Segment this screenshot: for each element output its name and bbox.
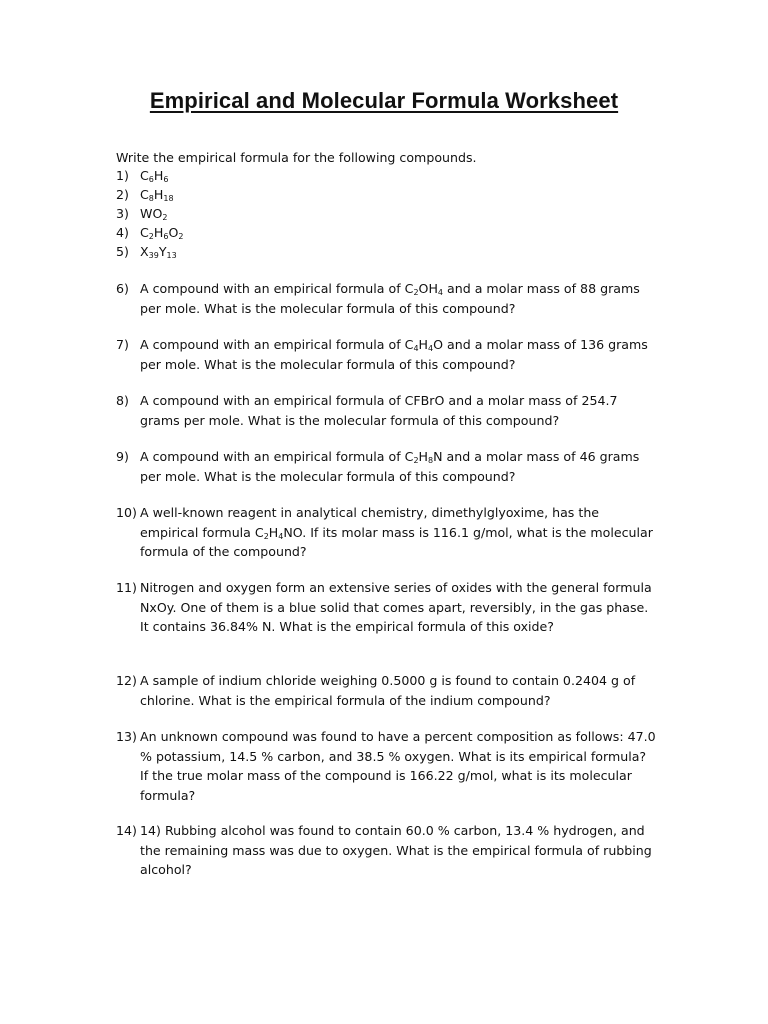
question-9-element-1: H — [418, 449, 429, 464]
formula-4-subscript-0: 2 — [148, 232, 154, 241]
question-text-start: Nitrogen and oxygen form an extensive series of oxides with the general formula NxOy. One of them is a blue solid that comes apart, reversibly, in the gas phase. It contains 36.84% N. What is the empirical formula of this oxide? — [140, 580, 652, 634]
formula-4-subscript-1: 6 — [163, 232, 169, 241]
formula-item — [116, 166, 676, 185]
question-number: 12) — [116, 673, 137, 688]
question-7-subscript-0: 4 — [413, 344, 419, 353]
question-9-element-0: C — [404, 449, 414, 464]
question-text — [140, 279, 656, 318]
question-text-end: and a molar mass of 46 grams per mole. What is the molecular formula of this compound? — [140, 449, 640, 484]
question-number: 11) — [116, 580, 137, 595]
question-7-element-2: O — [433, 337, 444, 352]
question-10-element-1: H — [268, 524, 279, 540]
formula-2-subscript-0: 8 — [148, 194, 154, 203]
question-6-element-0: C — [404, 281, 414, 296]
formula-item — [116, 223, 676, 242]
question-number: 9) — [116, 449, 129, 464]
question-10-element-0: C — [254, 524, 264, 540]
question-item — [116, 671, 656, 710]
question-item — [116, 727, 656, 805]
formula-4-subscript-2: 2 — [178, 232, 184, 241]
question-number: 7) — [116, 337, 129, 352]
formula-1-subscript-0: 6 — [148, 175, 154, 184]
question-number: 10) — [116, 505, 137, 520]
question-item — [116, 578, 656, 637]
question-7-element-1: H — [418, 337, 429, 352]
formula-3-subscript-0: 2 — [162, 213, 168, 222]
formula-5-subscript-1: 13 — [166, 251, 177, 260]
formula-2-element-0: C — [140, 187, 149, 202]
question-item — [116, 821, 656, 880]
question-7-subscript-1: 4 — [428, 344, 434, 353]
formula-item — [116, 242, 676, 261]
question-number: 6) — [116, 281, 129, 296]
question-number: 8) — [116, 393, 129, 408]
formula-item-number: 4) — [116, 225, 129, 240]
question-formula — [405, 281, 443, 296]
question-text — [140, 447, 656, 486]
formula-5-element-0: X — [140, 244, 149, 259]
formula-2-subscript-1: 18 — [163, 194, 174, 203]
question-6-subscript-1: 4 — [437, 288, 444, 297]
formula-4-element-2: O — [168, 225, 179, 240]
formula-item-formula — [140, 166, 168, 185]
question-item — [116, 279, 656, 318]
question-9-subscript-0: 2 — [413, 456, 419, 465]
formula-item-formula — [140, 185, 174, 204]
formula-3-element-0: WO — [140, 206, 163, 221]
question-item — [116, 503, 656, 562]
formula-1-element-1: H — [153, 168, 164, 183]
question-text-start: A compound with an empirical formula of — [140, 337, 405, 352]
question-6-subscript-0: 2 — [413, 288, 419, 297]
question-text — [140, 821, 656, 880]
question-10-subscript-0: 2 — [263, 531, 269, 541]
question-text-end: . If its molar mass is 116.1 g/mol, what is the molecular formula of the compound? — [140, 524, 653, 559]
formula-1-subscript-1: 6 — [163, 175, 169, 184]
question-text-start: An unknown compound was found to have a percent composition as follows: 47.0 % potassium, 14.5 % carbon, and 38.5 % oxygen. What is its empirical formula? If the true molar mass of the compound is 166.22 g/mol, what is its molecular formula? — [140, 729, 656, 803]
question-10-element-2: NO — [283, 524, 303, 540]
question-text — [140, 727, 656, 805]
question-text-start: A compound with an empirical formula of — [140, 449, 405, 464]
question-text-start: A compound with an empirical formula of — [140, 281, 405, 296]
formula-item-number: 3) — [116, 206, 129, 221]
formula-item-formula — [140, 204, 167, 223]
question-text — [140, 503, 656, 562]
intro-instruction: Write the empirical formula for the following compounds. — [116, 150, 477, 165]
question-text — [140, 578, 656, 637]
question-text — [140, 671, 656, 710]
formula-item-formula — [140, 242, 177, 261]
question-10-subscript-1: 4 — [278, 531, 284, 541]
question-item — [116, 335, 656, 374]
question-text-start: A compound with an empirical formula of CFBrO and a molar mass of 254.7 grams per mole. What is the molecular formula of this compound? — [140, 393, 618, 428]
formula-item — [116, 204, 676, 223]
question-formula — [405, 449, 443, 464]
formula-1-element-0: C — [140, 168, 149, 183]
formula-list — [116, 166, 676, 261]
question-7-element-0: C — [404, 337, 414, 352]
formula-item-formula — [140, 223, 183, 242]
formula-item-number: 5) — [116, 244, 129, 259]
question-9-element-2: N — [433, 449, 443, 464]
question-text-end: and a molar mass of 88 grams per mole. What is the molecular formula of this compound? — [140, 281, 640, 316]
formula-item-number: 2) — [116, 187, 129, 202]
question-text-start: A sample of indium chloride weighing 0.5000 g is found to contain 0.2404 g of chlorine. What is the empirical formula of the indium compound? — [140, 673, 636, 708]
question-formula — [255, 525, 302, 540]
formula-5-element-1: Y — [158, 244, 167, 259]
question-number: 13) — [116, 729, 137, 744]
formula-2-element-1: H — [153, 187, 164, 202]
formula-4-element-0: C — [140, 225, 149, 240]
page-title: Empirical and Molecular Formula Worksheet — [149, 88, 619, 113]
question-text — [140, 335, 656, 374]
question-item — [116, 391, 656, 430]
question-formula — [405, 337, 443, 352]
question-text-start: A well-known reagent in analytical chemistry, dimethylglyoxime, has the empirical formula — [140, 505, 600, 540]
question-text-start: 14) Rubbing alcohol was found to contain 60.0 % carbon, 13.4 % hydrogen, and the remaining mass was due to oxygen. What is the empirical formula of rubbing alcohol? — [140, 823, 652, 877]
formula-4-element-1: H — [153, 225, 164, 240]
question-number: 14) — [116, 823, 137, 838]
formula-item — [116, 185, 676, 204]
question-6-element-1: OH — [418, 281, 438, 296]
question-text-end: and a molar mass of 136 grams per mole. What is the molecular formula of this compound? — [140, 337, 648, 372]
formula-item-number: 1) — [116, 168, 129, 183]
question-text — [140, 391, 656, 430]
question-item — [116, 447, 656, 486]
question-9-subscript-1: 8 — [428, 456, 434, 465]
formula-5-subscript-0: 39 — [148, 251, 159, 260]
